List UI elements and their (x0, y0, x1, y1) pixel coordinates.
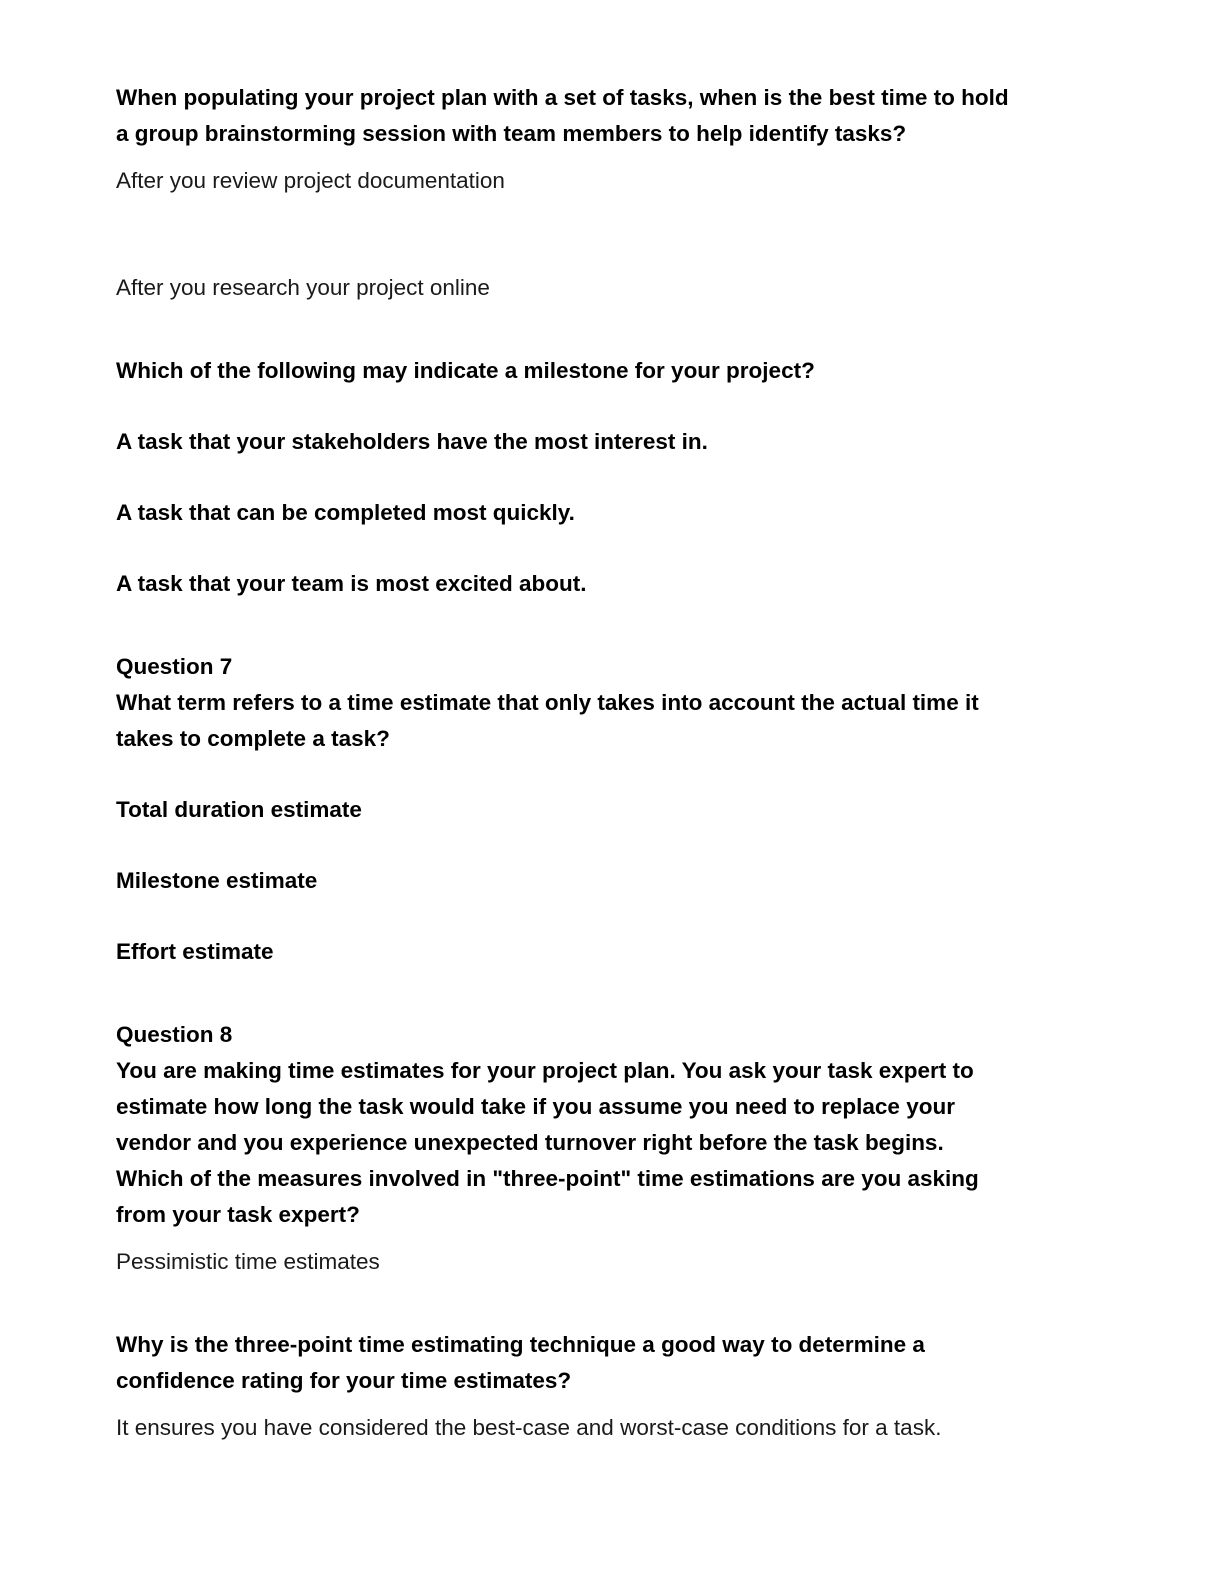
question-9-answer: It ensures you have considered the best-case and worst-case conditions for a task. (116, 1415, 942, 1440)
question-7-text-line-2: takes to complete a task? (116, 726, 390, 751)
question-7-text-line-1: What term refers to a time estimate that only takes into account the actual time it (116, 690, 979, 715)
question-9-text-line-1: Why is the three-point time estimating technique a good way to determine a (116, 1332, 925, 1357)
question-8-text-line-1: You are making time estimates for your project plan. You ask your task expert to (116, 1058, 974, 1083)
question-1-option: After you research your project online (116, 275, 490, 300)
question-8-heading: Question 8 (116, 1022, 233, 1047)
question-8-text-line-3: vendor and you experience unexpected turnover right before the task begins. (116, 1130, 944, 1155)
question-7-option-2: Milestone estimate (116, 868, 318, 893)
question-1-answer: After you review project documentation (116, 168, 505, 193)
question-8-text-line-2: estimate how long the task would take if you assume you need to replace your (116, 1094, 955, 1119)
question-2-option-2: A task that can be completed most quickly. (116, 500, 575, 525)
question-7-heading: Question 7 (116, 654, 233, 679)
question-2-option-3: A task that your team is most excited about. (116, 571, 587, 596)
question-7-option-1: Total duration estimate (116, 797, 362, 822)
question-2-text: Which of the following may indicate a milestone for your project? (116, 358, 815, 383)
question-2-option-1: A task that your stakeholders have the most interest in. (116, 429, 708, 454)
question-8-answer: Pessimistic time estimates (116, 1249, 380, 1274)
question-1-text-line-1: When populating your project plan with a set of tasks, when is the best time to hold (116, 85, 1009, 110)
question-8-text-line-4: Which of the measures involved in "three-point" time estimations are you asking (116, 1166, 979, 1191)
question-9-text-line-2: confidence rating for your time estimates? (116, 1368, 572, 1393)
question-8-text-line-5: from your task expert? (116, 1202, 360, 1227)
question-1-text-line-2: a group brainstorming session with team members to help identify tasks? (116, 121, 907, 146)
question-7-option-3: Effort estimate (116, 939, 274, 964)
